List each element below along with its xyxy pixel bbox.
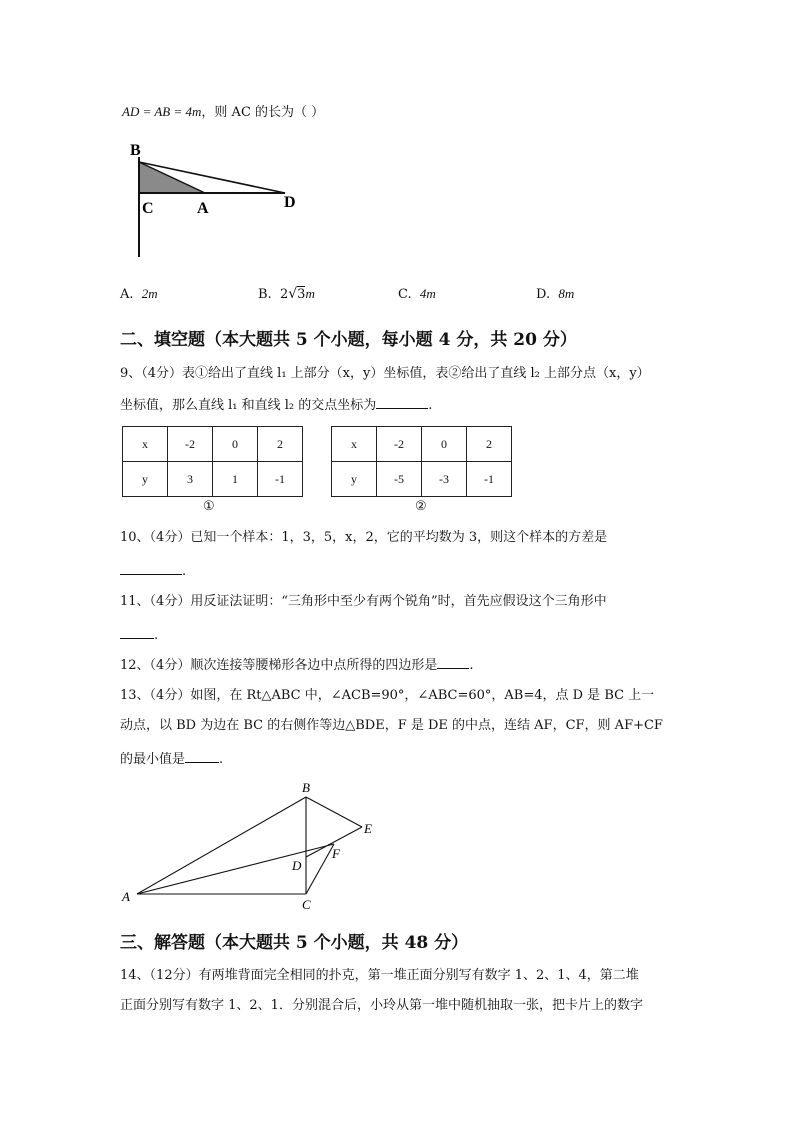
q9-line1: 9、（4分）表①给出了直线 l₁ 上部分（x，y）坐标值，表②给出了直线 l₂ 上部分点（x，y） <box>120 366 650 381</box>
q13-label-f: F <box>332 846 340 861</box>
q10-line1: 10、（4分）已知一个样本：1，3，5，x，2，它的平均数为 3，则这个样本的方差是 <box>120 530 608 545</box>
q13-label-b: B <box>302 780 310 795</box>
q9-line2: 坐标值，那么直线 l₁ 和直线 l₂ 的交点坐标为 . <box>120 398 433 413</box>
q12-line1: 12、（4分）顺次连接等腰梯形各边中点所得的四边形是 . <box>120 658 474 673</box>
q8-stem-suffix: ，则 AC 的长为（ ） <box>201 105 325 120</box>
q13-seg-be <box>306 797 362 827</box>
q13-line1: 13、（4分）如图，在 Rt△ABC 中，∠ACB=90°，∠ABC=60°，AB=4，点 D 是 BC 上一 <box>120 688 655 703</box>
q8-stem-equation: AD = AB = 4m <box>122 104 202 119</box>
q8-label-a: A <box>197 200 209 217</box>
q12-answer-blank[interactable] <box>437 656 469 669</box>
q13-label-a: A <box>122 889 130 904</box>
q8-stem <box>122 104 324 121</box>
table-row: x -2 0 2 <box>332 427 512 462</box>
q13-label-c: C <box>302 897 311 912</box>
q13-label-d: D <box>292 858 302 873</box>
q13-figure <box>118 780 388 915</box>
q8-option-c: C. 4m <box>398 286 436 302</box>
q13-label-e: E <box>364 821 372 836</box>
q9-table1-caption: ① <box>203 499 215 514</box>
q10-line2: . <box>120 562 186 580</box>
q13-seg-cf <box>306 844 334 894</box>
q8-option-a: A. 2m <box>120 286 158 302</box>
q14-line2: 正面分别写有数字 1、2、1．分别混合后，小玲从第一堆中随机抽取一张，把卡片上的数字 <box>120 998 643 1013</box>
q11-line2: . <box>120 626 158 644</box>
table-row: y 3 1 -1 <box>123 462 303 497</box>
q8-option-d: D. 8m <box>536 286 575 302</box>
q9-table2-caption: ② <box>415 499 427 514</box>
table-row: y -5 -3 -1 <box>332 462 512 497</box>
q10-answer-blank[interactable] <box>120 562 182 575</box>
q13-answer-blank[interactable] <box>185 750 219 763</box>
q13-line2: 动点，以 BD 为边在 BC 的右侧作等边△BDE，F 是 DE 的中点，连结 AF，CF，则 AF+CF <box>120 718 663 733</box>
q14-line1: 14、（12分）有两堆背面完全相同的扑克，第一堆正面分别写有数字 1、2、1、4，第二堆 <box>120 968 639 983</box>
section3-title: 三、解答题（本大题共 5 个小题，共 48 分） <box>120 933 469 953</box>
q8-label-b: B <box>130 142 141 159</box>
q13-seg-ab <box>137 797 306 894</box>
sqrt-icon: √ <box>288 286 298 302</box>
q8-figure <box>120 135 310 265</box>
q13-line3: 的最小值是 . <box>120 752 224 767</box>
q13-seg-af <box>137 844 334 894</box>
q11-answer-blank[interactable] <box>120 626 154 639</box>
q9-table-1 <box>122 426 303 497</box>
q8-label-c: C <box>142 200 154 217</box>
q8-label-d: D <box>284 194 296 211</box>
q8-option-b: B. 2√3m <box>258 286 315 302</box>
section2-title: 二、填空题（本大题共 5 个小题，每小题 4 分，共 20 分） <box>120 330 577 350</box>
q11-line1: 11、（4分）用反证法证明：“三角形中至少有两个锐角”时，首先应假设这个三角形中 <box>120 594 607 609</box>
q9-table-2 <box>331 426 512 497</box>
q9-answer-blank[interactable] <box>376 396 428 409</box>
table-row: x -2 0 2 <box>123 427 303 462</box>
